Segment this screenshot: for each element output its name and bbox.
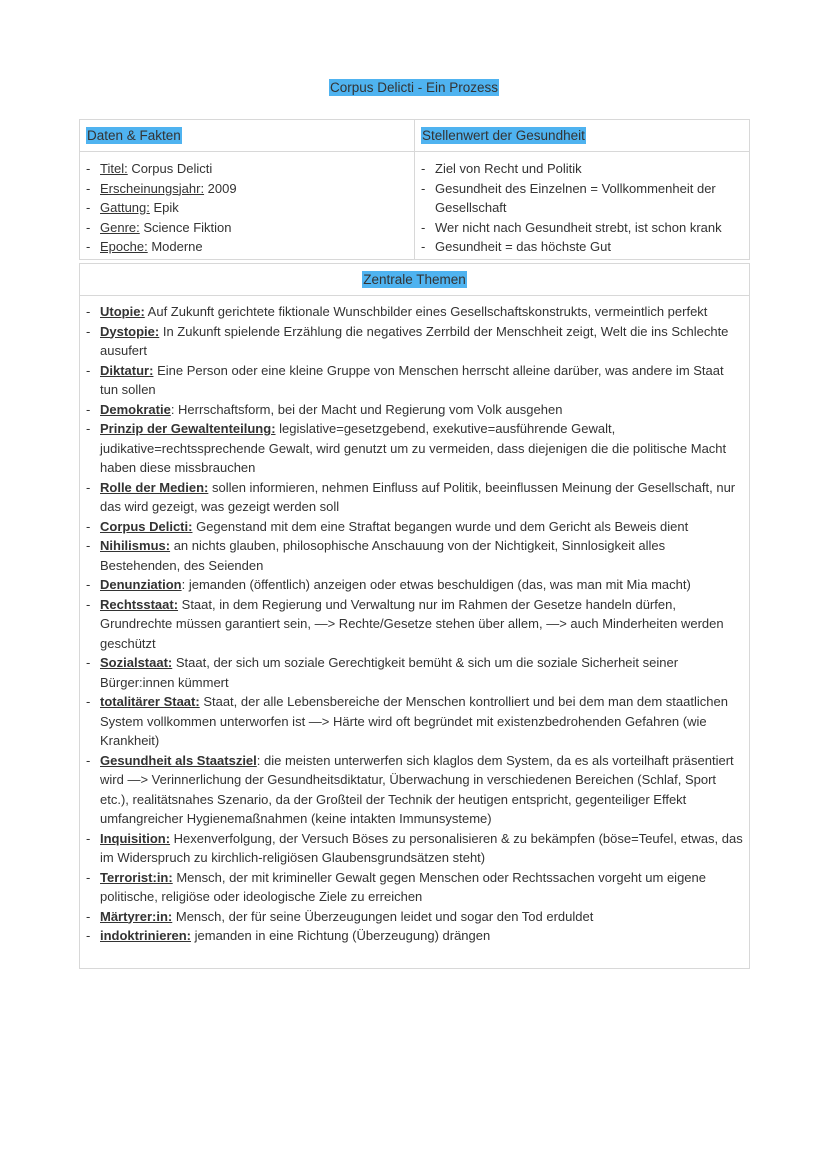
fact-value: 2009 bbox=[204, 180, 237, 196]
theme-item bbox=[86, 302, 743, 322]
document-title: Corpus Delicti - Ein Prozess bbox=[329, 80, 499, 95]
health-header: Stellenwert der Gesundheit bbox=[422, 128, 585, 143]
health-header-cell bbox=[415, 120, 750, 152]
theme-item bbox=[86, 400, 743, 420]
theme-text: Hexenverfolgung, der Versuch Böses zu personalisieren & zu bekämpfen (böse=Teufel, etwas, das im Widerspruch zu kirchlich-religiösen Glaubensgrundsätzen steht) bbox=[100, 830, 743, 865]
facts-body-cell bbox=[80, 152, 415, 260]
theme-term: Nihilismus: bbox=[100, 538, 171, 553]
theme-term: Rolle der Medien: bbox=[100, 479, 209, 495]
theme-text: Auf Zukunft gerichtete fiktionale Wunschbilder eines Gesellschaftskonstrukts, vermeintlich perfekt bbox=[144, 304, 708, 319]
fact-label: Genre: bbox=[100, 219, 140, 235]
theme-text: sollen informieren, nehmen Einfluss auf Politik, beeinflussen Meinung der Gesellschaft, nur das wird gezeigt, was gezeigt werden soll bbox=[100, 479, 736, 514]
theme-text: Gegenstand mit dem eine Straftat begangen wurde und dem Gericht als Beweis dient bbox=[192, 518, 689, 534]
theme-item bbox=[86, 517, 743, 537]
themes-box bbox=[79, 263, 750, 969]
theme-item bbox=[86, 907, 743, 927]
theme-item bbox=[86, 419, 743, 478]
fact-item bbox=[86, 218, 408, 238]
facts-health-body-row bbox=[80, 152, 750, 260]
theme-term: Prinzip der Gewaltenteilung: bbox=[100, 421, 276, 436]
theme-item bbox=[86, 751, 743, 829]
theme-text: Staat, der sich um soziale Gerechtigkeit bemüht & sich um die soziale Sicherheit seiner Bürger:innen kümmert bbox=[100, 655, 679, 690]
theme-text: In Zukunft spielende Erzählung die negatives Zerrbild der Menschheit zeigt, Welt die ins Schlechte ausufert bbox=[100, 323, 729, 358]
fact-value: Moderne bbox=[147, 239, 203, 254]
theme-text: Staat, der alle Lebensbereiche der Menschen kontrolliert und bei dem man dem staatlichen System vollkommen unterworfen ist —> Härte wird oft begründet mit existenzbedrohenden Gefahren (wie Krankheit) bbox=[100, 694, 728, 748]
theme-item bbox=[86, 829, 743, 868]
theme-term: Denunziation bbox=[100, 577, 182, 592]
theme-text: Mensch, der mit krimineller Gewalt gegen Menschen oder Rechtssachen vorgeht um eigene politische, religiöse oder ideologische Ziele zu erreichen bbox=[100, 869, 706, 904]
theme-text: Mensch, der für seine Überzeugungen leidet und sogar den Tod erduldet bbox=[172, 908, 594, 924]
theme-term: Märtyrer:in: bbox=[100, 908, 173, 924]
health-item: - Wer nicht nach Gesundheit strebt, ist schon krank bbox=[421, 218, 743, 238]
themes-header-cell bbox=[80, 264, 749, 296]
document-title-wrapper bbox=[0, 79, 828, 97]
fact-value: Corpus Delicti bbox=[127, 161, 213, 176]
theme-text: an nichts glauben, philosophische Anschauung von der Nichtigkeit, Sinnlosigkeit alles Bestehenden, des Seienden bbox=[100, 538, 666, 573]
theme-item bbox=[86, 595, 743, 654]
theme-term: Terrorist:in: bbox=[100, 869, 173, 885]
theme-text: : jemanden (öffentlich) anzeigen oder etwas beschuldigen (das, was man mit Mia macht) bbox=[181, 577, 691, 592]
theme-item bbox=[86, 361, 743, 400]
facts-header-cell bbox=[80, 120, 415, 152]
health-list bbox=[421, 159, 743, 257]
health-item: - Gesundheit = das höchste Gut bbox=[421, 237, 743, 257]
theme-text: Staat, in dem Regierung und Verwaltung nur im Rahmen der Gesetze handeln dürfen, Grundrechte müssen garantiert sein, —> Rechte/Gesetze stehen über allem, —> auch Minderheiten werden geschützt bbox=[100, 596, 724, 651]
theme-item bbox=[86, 536, 743, 575]
theme-term: Diktatur: bbox=[100, 362, 154, 378]
theme-term: Rechtsstaat: bbox=[100, 596, 179, 612]
theme-term: Utopie: bbox=[100, 304, 145, 319]
theme-text: : Herrschaftsform, bei der Macht und Regierung vom Volk ausgehen bbox=[170, 401, 563, 417]
theme-item bbox=[86, 478, 743, 517]
health-body-cell bbox=[415, 152, 750, 260]
fact-label: Gattung: bbox=[100, 200, 150, 215]
theme-term: Dystopie: bbox=[100, 323, 160, 339]
facts-header: Daten & Fakten bbox=[87, 128, 181, 143]
theme-item bbox=[86, 926, 743, 946]
theme-term: totalitärer Staat: bbox=[100, 694, 200, 709]
fact-value: Epik bbox=[149, 200, 179, 215]
theme-text: : die meisten unterwerfen sich klaglos dem System, da es als vorteilhaft präsentiert wird —> Verinnerlichung der Gesundheitsdiktatur, Überwachung in verschiedenen Bereichen (Schlaf, Sport etc.), realitätsnahes Szenario, da der Großteil der Technik der heutigen entspricht, gegenteiliger Effekt umfangreicher Hygienemaßnahmen (keine intakten Immunsysteme) bbox=[100, 752, 734, 826]
theme-term: Sozialstaat: bbox=[100, 655, 173, 670]
fact-label: Erscheinungsjahr: bbox=[100, 180, 205, 196]
fact-item bbox=[86, 198, 408, 218]
theme-item bbox=[86, 322, 743, 361]
fact-item bbox=[86, 159, 408, 179]
theme-term: Corpus Delicti: bbox=[100, 518, 193, 534]
facts-list bbox=[86, 159, 408, 257]
theme-item bbox=[86, 575, 743, 595]
fact-item bbox=[86, 237, 408, 257]
theme-term: indoktrinieren: bbox=[100, 928, 192, 943]
theme-term: Inquisition: bbox=[100, 830, 171, 846]
themes-body bbox=[80, 296, 749, 946]
facts-health-table bbox=[79, 119, 750, 260]
themes-header: Zentrale Themen bbox=[363, 272, 466, 287]
facts-health-header-row bbox=[80, 120, 750, 152]
theme-term: Gesundheit als Staatsziel bbox=[100, 752, 257, 768]
theme-text: Eine Person oder eine kleine Gruppe von Menschen herrscht alleine darüber, was andere im Staat tun sollen bbox=[100, 362, 724, 397]
fact-item bbox=[86, 179, 408, 199]
theme-term: Demokratie bbox=[100, 401, 171, 417]
theme-item bbox=[86, 653, 743, 692]
fact-label: Epoche: bbox=[100, 239, 148, 254]
fact-value: Science Fiktion bbox=[139, 219, 232, 235]
fact-label: Titel: bbox=[100, 161, 128, 176]
theme-text: legislative=gesetzgebend, exekutive=ausführende Gewalt, judikative=rechtssprechende Gewalt, wird genutzt um zu vermeiden, dass diejenigen die die politische Macht haben diese missbrauchen bbox=[100, 421, 727, 475]
theme-text: jemanden in eine Richtung (Überzeugung) drängen bbox=[191, 928, 491, 943]
theme-item bbox=[86, 868, 743, 907]
health-item: - Gesundheit des Einzelnen = Vollkommenheit der Gesellschaft bbox=[421, 179, 743, 218]
theme-item bbox=[86, 692, 743, 751]
health-item: - Ziel von Recht und Politik bbox=[421, 159, 743, 179]
themes-list bbox=[86, 302, 743, 946]
